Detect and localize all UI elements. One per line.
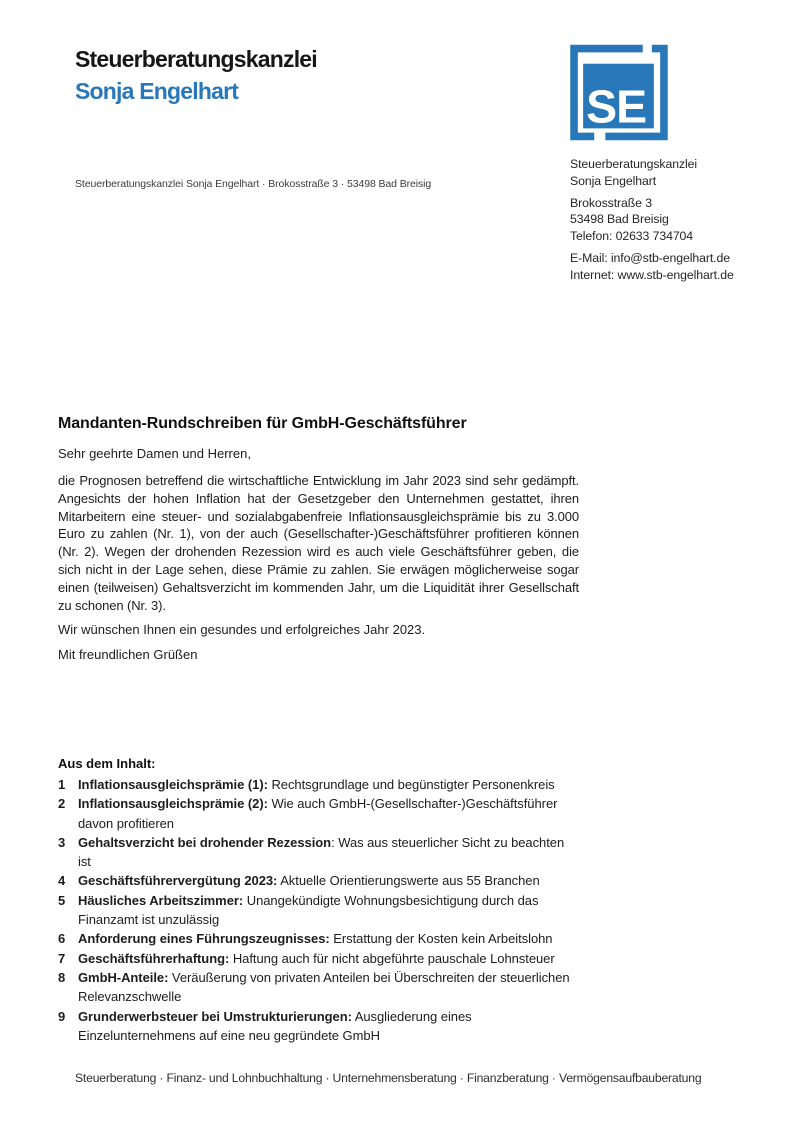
item-number: 5 <box>58 892 66 908</box>
item-lead: Geschäftsführerhaftung: <box>78 950 230 966</box>
letter-body-paragraph: die Prognosen betreffend die wirtschaftliche Entwicklung im Jahr 2023 sind sehr gedämpft. Angesichts der hohen Inflation hat der Gesetzgeber den Unternehmen gestattet, ihren Mitarbeitern eine steuer- und sozialabgabenfreie Inflationsausgleichsprämie bis zu 3.000 Euro zu zahlen (Nr. 1), von der auch (Gesellschafter-)Geschäftsführer profitieren können (Nr. 2). Wegen der drohenden Rezession wird es auch viele Geschäftsführer geben, die sich nicht in der Lage sehen, diese Prämie zu zahlen. Sie erwägen möglicherweise sogar einen (teilweisen) Gehaltsverzicht im kommenden Jahr, um die Liquidität ihrer Gesellschaft zu schonen (Nr. 3). <box>58 473 579 613</box>
contents-item-6 <box>58 929 579 948</box>
item-text: Ausgliederung eines Einzelunternehmens auf eine neu gegründete GmbH <box>78 1008 472 1043</box>
item-lead: Häusliches Arbeitszimmer: <box>78 892 244 908</box>
item-lead: Inflationsausgleichsprämie (1): <box>78 776 268 792</box>
item-text: Veräußerung von privaten Anteilen bei Überschreiten der steuerlichen Relevanzschwelle <box>78 969 570 1005</box>
letter-closing-wishes: Wir wünschen Ihnen ein gesundes und erfolgreiches Jahr 2023. <box>58 622 426 638</box>
item-number: 9 <box>58 1008 66 1024</box>
contents-item-9 <box>58 1007 579 1046</box>
salutation: Sehr geehrte Damen und Herren, <box>58 446 251 461</box>
contact-city: 53498 Bad Breisig <box>570 212 669 227</box>
item-number: 3 <box>58 834 66 850</box>
contact-address-block <box>570 195 734 245</box>
contents-item-1 <box>58 775 579 794</box>
item-text: Erstattung der Kosten kein Arbeitslohn <box>329 931 553 947</box>
brand-block <box>75 44 317 107</box>
item-text: Haftung auch für nicht abgeführte pauschale Lohnsteuer <box>229 950 555 966</box>
item-text: Wie auch GmbH-(Gesellschafter-)Geschäftsführer davon profitieren <box>78 796 558 831</box>
item-number: 6 <box>58 931 66 947</box>
item-text: Aktuelle Orientierungswerte aus 55 Branchen <box>277 873 540 889</box>
logo-initials: SE <box>586 80 647 133</box>
contact-street: Brokosstraße 3 <box>570 195 652 210</box>
contents-list <box>58 775 579 1045</box>
letter-title: Mandanten-Rundschreiben für GmbH-Geschäftsführer <box>58 415 467 432</box>
letter-closing-greeting: Mit freundlichen Grüßen <box>58 647 198 663</box>
contact-online-block <box>570 250 734 284</box>
sender-line: Steuerberatungskanzlei Sonja Engelhart · Brokosstraße 3 · 53498 Bad Breisig <box>75 178 432 190</box>
contact-block <box>570 156 734 289</box>
item-lead: Gehaltsverzicht bei drohender Rezession <box>78 834 332 850</box>
company-logo <box>570 44 668 141</box>
contents-item-7 <box>58 949 579 968</box>
brand-name-line1: Steuerberatungskanzlei <box>75 46 317 72</box>
item-lead: Anforderung eines Führungszeugnisses: <box>78 931 330 947</box>
contents-item-4 <box>58 871 579 890</box>
item-number: 7 <box>58 950 66 966</box>
contact-website: Internet: www.stb-engelhart.de <box>570 267 734 282</box>
item-text: : Was aus steuerlicher Sicht zu beachten ist <box>78 834 565 870</box>
contents-item-8 <box>58 968 579 1007</box>
item-lead: Geschäftsführervergütung 2023: <box>78 873 278 889</box>
item-text: Rechtsgrundlage und begünstigter Personenkreis <box>267 776 555 792</box>
item-number: 2 <box>58 796 66 812</box>
brand-name-line2: Sonja Engelhart <box>75 77 239 104</box>
contents-item-3 <box>58 833 579 872</box>
contents-heading: Aus dem Inhalt: <box>58 755 156 771</box>
contact-phone: Telefon: 02633 734704 <box>570 229 694 244</box>
se-logo-icon <box>570 44 668 141</box>
contact-name-block <box>570 156 734 190</box>
item-lead: Inflationsausgleichsprämie (2): <box>78 796 268 812</box>
item-number: 8 <box>58 969 66 985</box>
contact-line: Sonja Engelhart <box>570 173 657 188</box>
item-lead: Grunderwerbsteuer bei Umstrukturierungen: <box>78 1008 352 1024</box>
contents-item-2 <box>58 794 579 833</box>
item-number: 4 <box>58 873 66 889</box>
item-lead: GmbH-Anteile: <box>78 969 169 985</box>
footer-services: Steuerberatung · Finanz- und Lohnbuchhaltung · Unternehmensberatung · Finanzberatung · Vermögensaufbauberatung <box>75 1071 702 1085</box>
item-text: Unangekündigte Wohnungsbesichtigung durch das Finanzamt ist unzulässig <box>78 892 539 928</box>
contact-email: E-Mail: info@stb-engelhart.de <box>570 250 730 265</box>
item-number: 1 <box>58 776 66 792</box>
letter-content <box>58 413 579 1045</box>
contact-line: Steuerberatungskanzlei <box>570 157 698 171</box>
contents-item-5 <box>58 891 579 930</box>
